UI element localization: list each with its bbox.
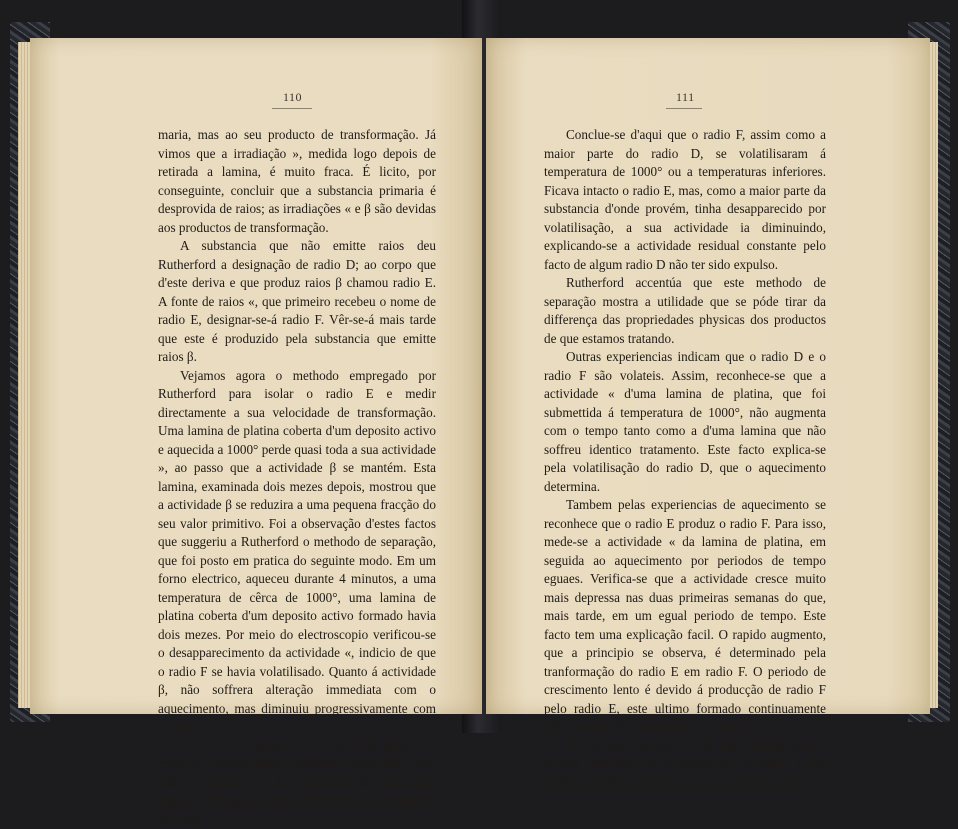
- paragraph: Rutherford accentúa que este methodo de separação mostra a utilidade que se póde tirar da differença das propriedades physicas dos productos de que estamos tratando.: [544, 274, 826, 348]
- paragraph: Outras experiencias indicam que o radio D e o radio F são volateis. Assim, reconhece-se que a actividade « d'uma lamina de platina, que foi submettida á temperatura de 1000°, não augmenta com o tempo tanto como a d'uma lamina que não soffreu identico tratamento. Este facto explica-se pela volatilisação do radio D, que o aquecimento determina.: [544, 348, 826, 496]
- paragraph: A substancia que não emitte raios deu Rutherford a designação de radio D; ao corpo que d'este deriva e que produz raios β chamou radio E. A fonte de raios «, que primeiro recebeu o nome de radio E, designar-se-á radio F. Vêr-se-á mais tarde que este é produzido pela substancia que emitte raios β.: [158, 237, 436, 367]
- page-number: 111: [676, 90, 695, 105]
- paragraph: Tambem pelas experiencias de aquecimento se reconhece que o radio E produz o radio F. Para isso, mede-se a actividade « da lamina de platina, em seguida ao aquecimento por periodos de tempo eguaes. Verifica-se que a actividade cresce muito mais depressa nas duas primeiras semanas do que, mais tarde, em um egual periodo de tempo. Este facto tem uma explicação facil. O rapido augmento, que a principio se observa, é determinado pela tranformação do radio E em radio F. O periodo de crescimento lento é devido á producção de radio F pelo radio E, este ultimo formado continuamente pelo residuo não volatisado do radio D.: [544, 496, 826, 737]
- paragraph: Conclue-se d'aqui que o radio F, assim como a maior parte do radio D, se volatilisaram á temperatura de 1000° ou a temperaturas inferiores. Ficava intacto o radio E, mas, como a maior parte da substancia d'onde provém, tinha desapparecido por volatilisação, a sua actividade ia diminuindo, explicando-se a actividade residual constante pelo facto de algum radio D não ter sido expulso.: [544, 126, 826, 274]
- page-number: 110: [283, 90, 302, 105]
- paragraph: A actividade baixou até cêrca d'um quarto do maximo, ficando depois constante. Abstraindo d'este valor constante, o decrescimento da actividade seguiu a lei exponencial, reduzindo-se a metade em 4,5 dias,: [158, 737, 436, 829]
- header-rule: [272, 108, 312, 109]
- paragraph: Vejamos agora o methodo empregado por Rutherford para isolar o radio E e medir directamente a sua velocidade de transformação. Uma lamina de platina coberta d'um deposito activo e aquecida a 1000° perde quasi toda a sua actividade », ao passo que a actividade β se mantém. Esta lamina, examinada dois mezes depois, mostrou que a actividade β se reduzira a uma pequena fracção do seu valor primitivo. Foi a observação d'estes factos que suggeriu a Rutherford o methodo de separação, que foi posto em pratica do seguinte modo. Em um forno electrico, aqueceu durante 4 minutos, a uma temperatura de cêrca de 1000°, uma lamina de platina coberta d'um deposito activo formado havia dois mezes. Por meio do electroscopio verificou-se o desapparecimento da actividade «, indicio de que o radio F se havia volatilisado. Quanto á actividade β, não soffrera alteração immediata com o aquecimento, mas diminuiu progressivamente com o tempo.: [158, 367, 436, 737]
- left-page: [30, 38, 482, 714]
- paragraph: Por conseguinte, parece não restar duvida de que os tres productos de desintegração do radio, a que Rutherford deu as designações de radio D, radio E e: [544, 737, 826, 793]
- page-body: [158, 126, 436, 829]
- paragraph: maria, mas ao seu producto de transformação. Já vimos que a irradiação », medida logo depois de retirada a lamina, é muito fraca. É licito, por conseguinte, concluir que a substancia primaria é desprovida de raios; as irradiações « e β são devidas aos productos de transformação.: [158, 126, 436, 237]
- header-rule: [666, 108, 702, 109]
- page-body: [544, 126, 826, 792]
- right-page: [486, 38, 930, 714]
